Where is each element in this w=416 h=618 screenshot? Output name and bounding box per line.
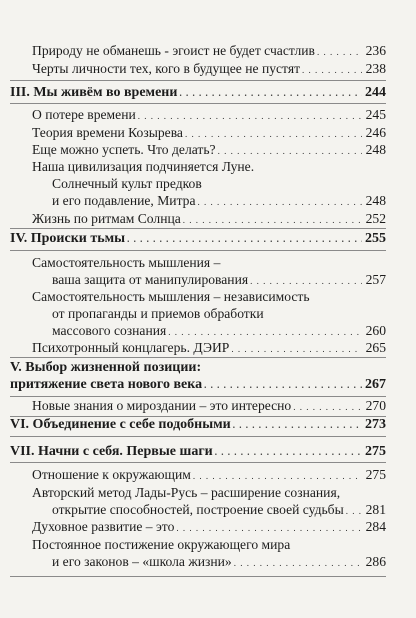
toc-chapter [0,230,416,248]
toc-page-number: 257 [365,272,386,287]
toc-entry [0,254,416,290]
toc-entry-title: Теория времени Козырева [32,125,183,140]
toc-page-number: 255 [365,231,386,246]
toc-entry-title-cont: открытие способностей, построение своей судьбы [52,502,344,517]
divider [10,357,386,358]
toc-page-number: 270 [365,398,386,413]
divider [10,103,386,104]
toc-page-number: 275 [365,444,386,459]
toc-entry-title-cont: и его подавление, Митра [52,193,196,208]
divider [10,228,386,229]
toc-chapter-title-cont: притяжение света нового века [10,377,203,392]
toc-entry-title-cont: массового сознания [52,323,167,338]
dot-leader [215,443,362,461]
toc-entry [0,518,416,537]
toc-entry-title: Психотронный концлагерь. ДЭИР [32,340,230,355]
toc-entry-title-cont: ваша защита от манипулирования [52,272,249,287]
toc-entry [0,42,416,61]
toc-entry-title: Отношение к окружающим [32,467,191,482]
dot-leader [179,84,362,102]
toc-entry-title: Черты личности тех, кого в будущее не пустят [32,61,301,76]
toc-chapter [0,84,416,102]
toc-page-number: 244 [365,85,386,100]
toc-page-number: 284 [365,519,386,534]
toc-entry-title-cont: Солнечный культ предков [52,176,202,191]
dot-leader [193,466,362,485]
toc-entry-title: Новые знания о мироздании – это интересно [32,398,292,413]
toc-page-number: 275 [365,467,386,482]
toc-entry-title: Самостоятельность мышления – [32,255,221,270]
toc-entry-title-cont: и его законов – «школа жизни» [52,554,232,569]
dot-leader [234,553,362,572]
toc-entry-title: Постоянное постижение окружающего мира [32,537,291,552]
dot-leader [127,230,362,248]
toc-chapter-title: VI. Объединение с себе подобными [10,417,231,432]
toc-chapter-title: IV. Происки тьмы [10,231,126,246]
divider [10,576,386,577]
toc-entry-title: О потере времени [32,107,136,122]
dot-leader [233,416,362,434]
toc-entry [0,397,416,416]
toc-entry [0,210,416,229]
toc-entry [0,466,416,485]
toc-page-number: 260 [365,323,386,338]
toc-entry [0,536,416,572]
toc-page-number: 236 [365,43,386,58]
toc-entry-title: Наша цивилизация подчиняется Луне. [32,159,255,174]
divider [10,462,386,463]
toc-entry-title: Природу не обманешь - эгоист не будет счастлив [32,43,315,58]
toc-page-number: 248 [365,193,386,208]
toc-entry-title: Еще можно успеть. Что делать? [32,142,216,157]
dot-leader [198,192,362,211]
toc-entry [0,288,416,341]
toc-entry-title: Самостоятельность мышления – независимость [32,289,310,304]
divider [10,250,386,251]
toc-page-number: 252 [365,211,386,226]
toc-page-number: 265 [365,340,386,355]
toc-entry-title: Жизнь по ритмам Солнца [32,211,181,226]
toc-entry [0,158,416,211]
dot-leader [176,518,362,537]
toc-entry [0,339,416,358]
toc-page-number: 273 [365,417,386,432]
toc-page-number: 281 [365,502,386,517]
toc-chapter [0,443,416,461]
dot-leader [231,339,362,358]
toc-chapter-title: V. Выбор жизненной позиции: [10,360,202,375]
dot-leader [138,106,362,125]
dot-leader [293,397,362,416]
toc-page-number: 245 [365,107,386,122]
dot-leader [183,210,362,229]
toc-page-number: 267 [365,377,386,392]
divider [10,80,386,81]
toc-entry [0,106,416,125]
toc-entry-title-cont: от пропаганды и приемов обработки [52,306,264,321]
toc-entry-title: Авторский метод Лады-Русь – расширение сознания, [32,485,341,500]
toc-chapter [0,416,416,434]
divider [10,436,386,437]
dot-leader [204,376,362,394]
toc-page-number: 248 [365,142,386,157]
toc-chapter [0,359,416,394]
toc-entry-title: Духовное развитие – это [32,519,175,534]
toc-page-number: 246 [365,125,386,140]
dot-leader [317,42,362,61]
toc-entry [0,484,416,520]
toc-chapter-title: III. Мы живём во времени [10,85,178,100]
toc-chapter-title: VII. Начни с себя. Первые шаги [10,444,213,459]
toc-entry [0,60,416,79]
toc-page-number: 238 [365,61,386,76]
toc-page-number: 286 [365,554,386,569]
dot-leader [302,60,362,79]
